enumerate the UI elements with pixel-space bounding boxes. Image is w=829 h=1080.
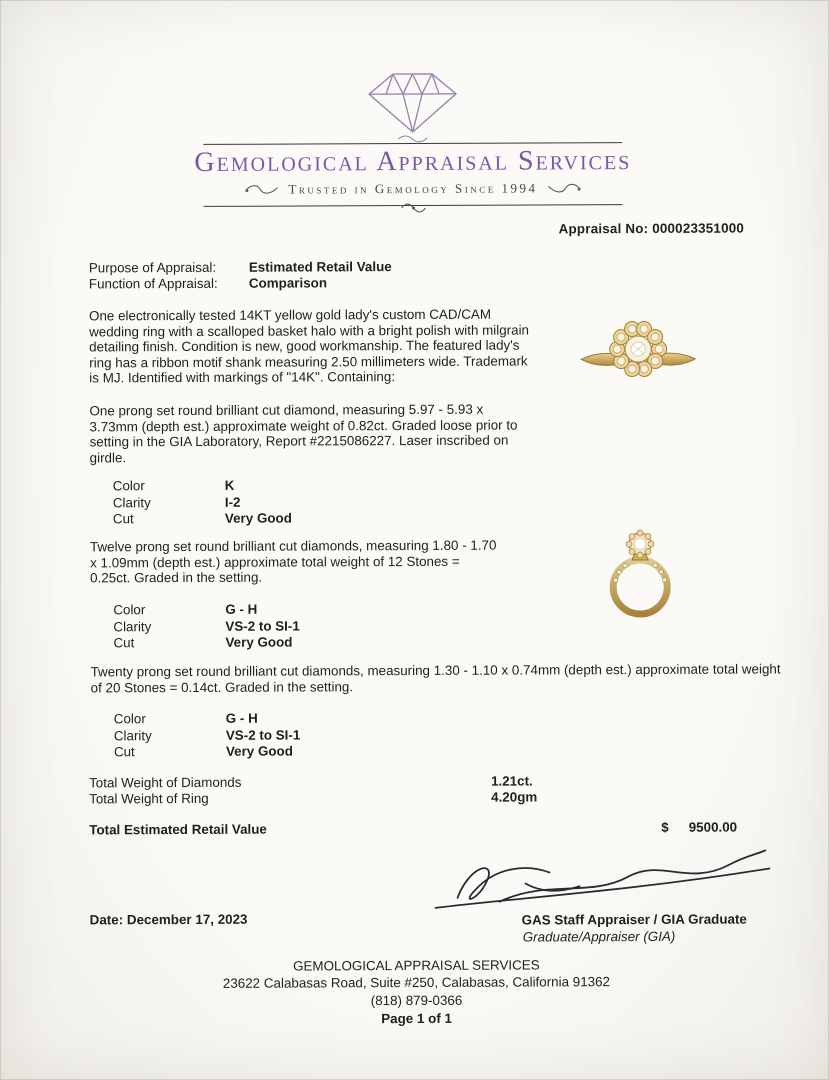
date-line xyxy=(90,912,248,928)
clarity-label: Clarity xyxy=(112,494,151,511)
purpose-label: Purpose of Appraisal: xyxy=(88,259,217,276)
stone-2-description: Twelve prong set round brilliant cut diamonds, measuring 1.80 - 1.70 x 1.09mm (depth est.) approximate total weight of 12 Stones = 0.25ct. Graded in the setting. xyxy=(89,537,497,586)
flourish-left-icon xyxy=(244,183,278,195)
grade-row-color xyxy=(113,478,292,495)
appraisal-number-value: 000023351000 xyxy=(652,220,745,236)
stone-3-description: Twenty prong set round brilliant cut diamonds, measuring 1.30 - 1.10 x 0.74mm (depth est.) approximate total weight of 20 Stones = 0.14ct. Graded in the setting. xyxy=(90,661,781,696)
cut-label: Cut xyxy=(113,635,135,651)
stone-2-grading-table xyxy=(113,602,300,653)
ring-photo-top-view xyxy=(577,311,699,398)
footer xyxy=(2,955,829,1029)
clarity-label: Clarity xyxy=(113,618,152,635)
color-value: G - H xyxy=(225,601,258,617)
footer-address: 23622 Calabasas Road, Suite #250, Calabasas, California 91362 xyxy=(222,974,611,992)
total-weight-diamonds-value: 1.21ct. xyxy=(491,773,533,789)
appraiser-title: GAS Staff Appraiser / GIA Graduate xyxy=(521,911,747,928)
total-retail-value-label: Total Estimated Retail Value xyxy=(89,821,267,838)
color-value: G - H xyxy=(225,710,258,726)
function-value: Comparison xyxy=(248,274,328,291)
currency-symbol: $ xyxy=(661,819,669,835)
grade-row-clarity xyxy=(113,494,292,511)
total-weight-ring-row xyxy=(89,789,739,807)
appraiser-subtitle: Graduate/Appraiser (GIA) xyxy=(522,928,676,945)
stone-1-description: One prong set round brilliant cut diamond, measuring 5.97 - 5.93 x 3.73mm (depth est.) approximate weight of 0.82ct. Graded loose prior to setting in the GIA Laboratory, Report #2215086227. Laser inscribed on girdle. xyxy=(89,401,518,466)
appraisal-number-label: Appraisal No: xyxy=(558,220,649,237)
cut-value: Very Good xyxy=(225,634,293,651)
grade-row-cut xyxy=(114,744,300,762)
grade-row-color xyxy=(113,602,299,620)
total-retail-value-row xyxy=(89,819,789,838)
total-weight-ring-label: Total Weight of Ring xyxy=(89,790,209,807)
retail-amount: 9500.00 xyxy=(688,819,738,835)
color-label: Color xyxy=(112,478,145,494)
date-label: Date: xyxy=(89,912,124,928)
footer-phone: (818) 879-0366 xyxy=(370,992,463,1008)
clarity-label: Clarity xyxy=(113,727,152,744)
color-value: K xyxy=(224,477,235,493)
header-ornament-icon xyxy=(400,201,428,215)
cut-value: Very Good xyxy=(225,743,293,760)
date-value: December 17, 2023 xyxy=(126,911,248,928)
purpose-row xyxy=(89,259,392,276)
grade-row-cut xyxy=(113,511,292,528)
item-description: One electronically tested 14KT yellow gold lady's custom CAD/CAM wedding ring with a scalloped basket halo with a bright polish with milgrain detailing finish. Condition is new, good workmanship. The featured lady's ring has a ribbon motif shank measuring 2.50 millimeters wide. Trademark is MJ. Identified with markings of "14K". Containing: xyxy=(88,306,530,386)
stone-1-grading-table xyxy=(113,478,292,529)
footer-org-name: GEMOLOGICAL APPRAISAL SERVICES xyxy=(293,957,540,974)
stone-3-grading-table xyxy=(114,711,301,762)
ring-photo-side-view xyxy=(592,527,688,621)
function-row xyxy=(89,275,392,292)
footer-page-number: Page 1 of 1 xyxy=(381,1010,452,1027)
total-retail-value-amount xyxy=(661,820,737,836)
grade-row-clarity xyxy=(114,727,300,745)
clarity-value: VS-2 to SI-1 xyxy=(225,618,300,634)
org-name-heading: Gemological Appraisal Services xyxy=(194,145,632,178)
cut-label: Cut xyxy=(112,511,134,527)
flourish-right-icon xyxy=(547,182,581,194)
purpose-value: Estimated Retail Value xyxy=(248,259,392,275)
total-weight-ring-value: 4.20gm xyxy=(491,789,538,805)
appraiser-signature xyxy=(429,838,774,916)
function-label: Function of Appraisal: xyxy=(88,275,218,292)
color-label: Color xyxy=(113,711,146,727)
cut-label: Cut xyxy=(113,744,135,760)
tagline-row xyxy=(0,179,827,198)
grade-row-cut xyxy=(113,635,299,653)
cut-value: Very Good xyxy=(224,510,292,527)
grade-row-color xyxy=(114,711,300,729)
appraisal-number xyxy=(559,221,744,237)
clarity-value: I-2 xyxy=(224,494,241,510)
total-weight-diamonds-label: Total Weight of Diamonds xyxy=(89,774,242,791)
tagline-text: Trusted in Gemology Since 1994 xyxy=(288,180,538,197)
grade-row-clarity xyxy=(113,618,299,636)
color-label: Color xyxy=(113,602,146,618)
appraisal-info-block xyxy=(89,259,392,292)
clarity-value: VS-2 to SI-1 xyxy=(225,727,301,743)
diamond-logo-icon xyxy=(364,60,461,144)
